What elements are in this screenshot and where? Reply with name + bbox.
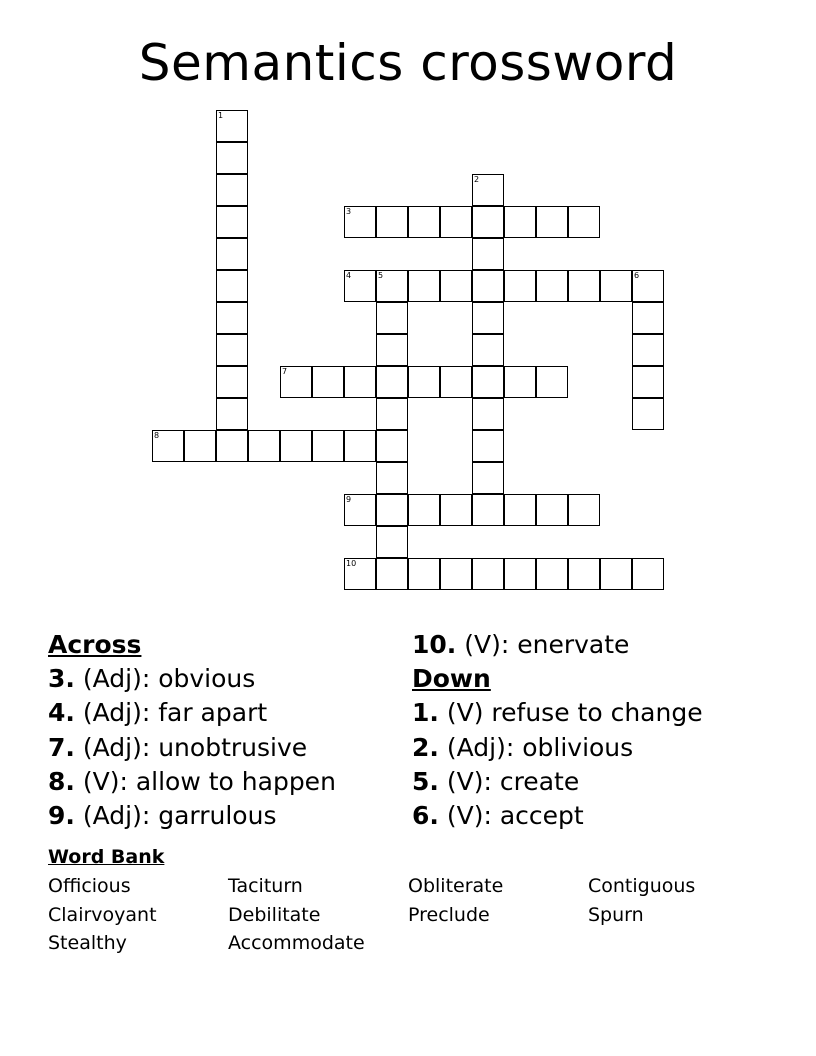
word-bank-item: Preclude <box>408 904 490 926</box>
word-bank-item: Contiguous <box>588 875 696 897</box>
grid-cell[interactable] <box>472 398 504 430</box>
grid-cell[interactable] <box>216 430 248 462</box>
grid-cell[interactable] <box>600 558 632 590</box>
grid-cell[interactable] <box>216 398 248 430</box>
grid-cell[interactable] <box>632 302 664 334</box>
grid-cell[interactable] <box>472 430 504 462</box>
clue-down-2: 2. (Adj): oblivious <box>412 732 634 762</box>
clue-across-8: 8. (V): allow to happen <box>48 766 336 796</box>
grid-cell[interactable] <box>376 526 408 558</box>
grid-cell[interactable] <box>504 558 536 590</box>
grid-cell[interactable] <box>408 270 440 302</box>
grid-cell[interactable] <box>472 462 504 494</box>
page-title: Semantics crossword <box>138 34 678 92</box>
word-bank-item: Stealthy <box>48 932 127 954</box>
grid-cell[interactable] <box>472 494 504 526</box>
grid-cell[interactable] <box>344 366 376 398</box>
grid-cell[interactable] <box>504 494 536 526</box>
clue-number: 1 <box>218 111 224 120</box>
grid-cell[interactable] <box>504 270 536 302</box>
grid-cell[interactable] <box>632 558 664 590</box>
grid-cell[interactable] <box>472 302 504 334</box>
clue-number: 3 <box>346 207 352 216</box>
grid-cell[interactable] <box>280 430 312 462</box>
grid-cell[interactable] <box>152 430 184 462</box>
grid-cell[interactable] <box>376 494 408 526</box>
clue-number: 6 <box>634 271 640 280</box>
grid-cell[interactable] <box>440 366 472 398</box>
clue-number: 7 <box>282 367 288 376</box>
word-bank-item: Debilitate <box>228 904 321 926</box>
grid-cell[interactable] <box>472 558 504 590</box>
grid-cell[interactable] <box>408 366 440 398</box>
grid-cell[interactable] <box>472 334 504 366</box>
grid-cell[interactable] <box>216 366 248 398</box>
down-heading: Down <box>412 664 491 694</box>
across-heading: Across <box>48 630 142 659</box>
grid-cell[interactable] <box>216 334 248 366</box>
grid-cell[interactable] <box>376 334 408 366</box>
grid-cell[interactable] <box>440 270 472 302</box>
grid-cell[interactable] <box>376 366 408 398</box>
word-bank-item: Accommodate <box>228 932 365 954</box>
grid-cell[interactable] <box>440 558 472 590</box>
clue-number: 5 <box>378 271 384 280</box>
clue-down-6: 6. (V): accept <box>412 801 584 831</box>
grid-cell[interactable] <box>632 270 664 302</box>
grid-cell[interactable] <box>472 206 504 238</box>
clue-across-4: 4. (Adj): far apart <box>48 698 268 728</box>
clue-across-7: 7. (Adj): unobtrusive <box>48 732 308 762</box>
grid-cell[interactable] <box>472 238 504 270</box>
clues-left-column <box>48 628 336 833</box>
grid-cell[interactable] <box>216 302 248 334</box>
word-bank-title: Word Bank <box>48 846 165 868</box>
clue-number: 8 <box>154 431 160 440</box>
grid-cell[interactable] <box>472 270 504 302</box>
word-bank-item: Spurn <box>588 904 644 926</box>
grid-cell[interactable] <box>344 270 376 302</box>
grid-cell[interactable] <box>536 206 568 238</box>
grid-cell[interactable] <box>216 142 248 174</box>
grid-cell[interactable] <box>376 270 408 302</box>
grid-cell[interactable] <box>376 430 408 462</box>
clue-across-9: 9. (Adj): garrulous <box>48 801 277 831</box>
grid-cell[interactable] <box>376 206 408 238</box>
word-bank-item: Officious <box>48 875 131 897</box>
grid-cell[interactable] <box>568 270 600 302</box>
clue-down-1: 1. (V) refuse to change <box>412 698 703 728</box>
word-bank-item: Taciturn <box>228 875 303 897</box>
grid-cell[interactable] <box>408 558 440 590</box>
grid-cell[interactable] <box>440 206 472 238</box>
clue-number: 10 <box>346 559 357 568</box>
grid-cell[interactable] <box>632 366 664 398</box>
clue-number: 4 <box>346 271 352 280</box>
grid-cell[interactable] <box>632 398 664 430</box>
grid-cell[interactable] <box>184 430 216 462</box>
word-bank-item: Obliterate <box>408 875 504 897</box>
grid-cell[interactable] <box>216 110 248 142</box>
grid-cell[interactable] <box>344 430 376 462</box>
grid-cell[interactable] <box>536 494 568 526</box>
grid-cell[interactable] <box>536 366 568 398</box>
clue-number: 2 <box>474 175 480 184</box>
grid-cell[interactable] <box>536 558 568 590</box>
clue-number: 9 <box>346 495 352 504</box>
grid-cell[interactable] <box>504 366 536 398</box>
grid-cell[interactable] <box>312 366 344 398</box>
grid-cell[interactable] <box>216 270 248 302</box>
grid-cell[interactable] <box>536 270 568 302</box>
grid-cell[interactable] <box>376 462 408 494</box>
word-bank-item: Clairvoyant <box>48 904 157 926</box>
grid-cell[interactable] <box>568 494 600 526</box>
grid-cell[interactable] <box>216 174 248 206</box>
clue-across-10: 10. (V): enervate <box>412 630 630 659</box>
grid-cell[interactable] <box>344 494 376 526</box>
grid-cell[interactable] <box>568 206 600 238</box>
grid-cell[interactable] <box>504 206 536 238</box>
grid-cell[interactable] <box>376 302 408 334</box>
grid-cell[interactable] <box>376 558 408 590</box>
grid-cell[interactable] <box>344 558 376 590</box>
grid-cell[interactable] <box>440 494 472 526</box>
grid-cell[interactable] <box>216 238 248 270</box>
grid-cell[interactable] <box>312 430 344 462</box>
grid-cell[interactable] <box>568 558 600 590</box>
clues-right-column <box>412 628 703 833</box>
grid-cell[interactable] <box>376 398 408 430</box>
grid-cell[interactable] <box>408 494 440 526</box>
grid-cell[interactable] <box>408 206 440 238</box>
grid-cell[interactable] <box>472 174 504 206</box>
grid-cell[interactable] <box>600 270 632 302</box>
grid-cell[interactable] <box>344 206 376 238</box>
grid-cell[interactable] <box>280 366 312 398</box>
grid-cell[interactable] <box>632 334 664 366</box>
clue-across-3: 3. (Adj): obvious <box>48 664 256 694</box>
grid-cell[interactable] <box>216 206 248 238</box>
grid-cell[interactable] <box>472 366 504 398</box>
clue-down-5: 5. (V): create <box>412 766 580 796</box>
grid-cell[interactable] <box>248 430 280 462</box>
